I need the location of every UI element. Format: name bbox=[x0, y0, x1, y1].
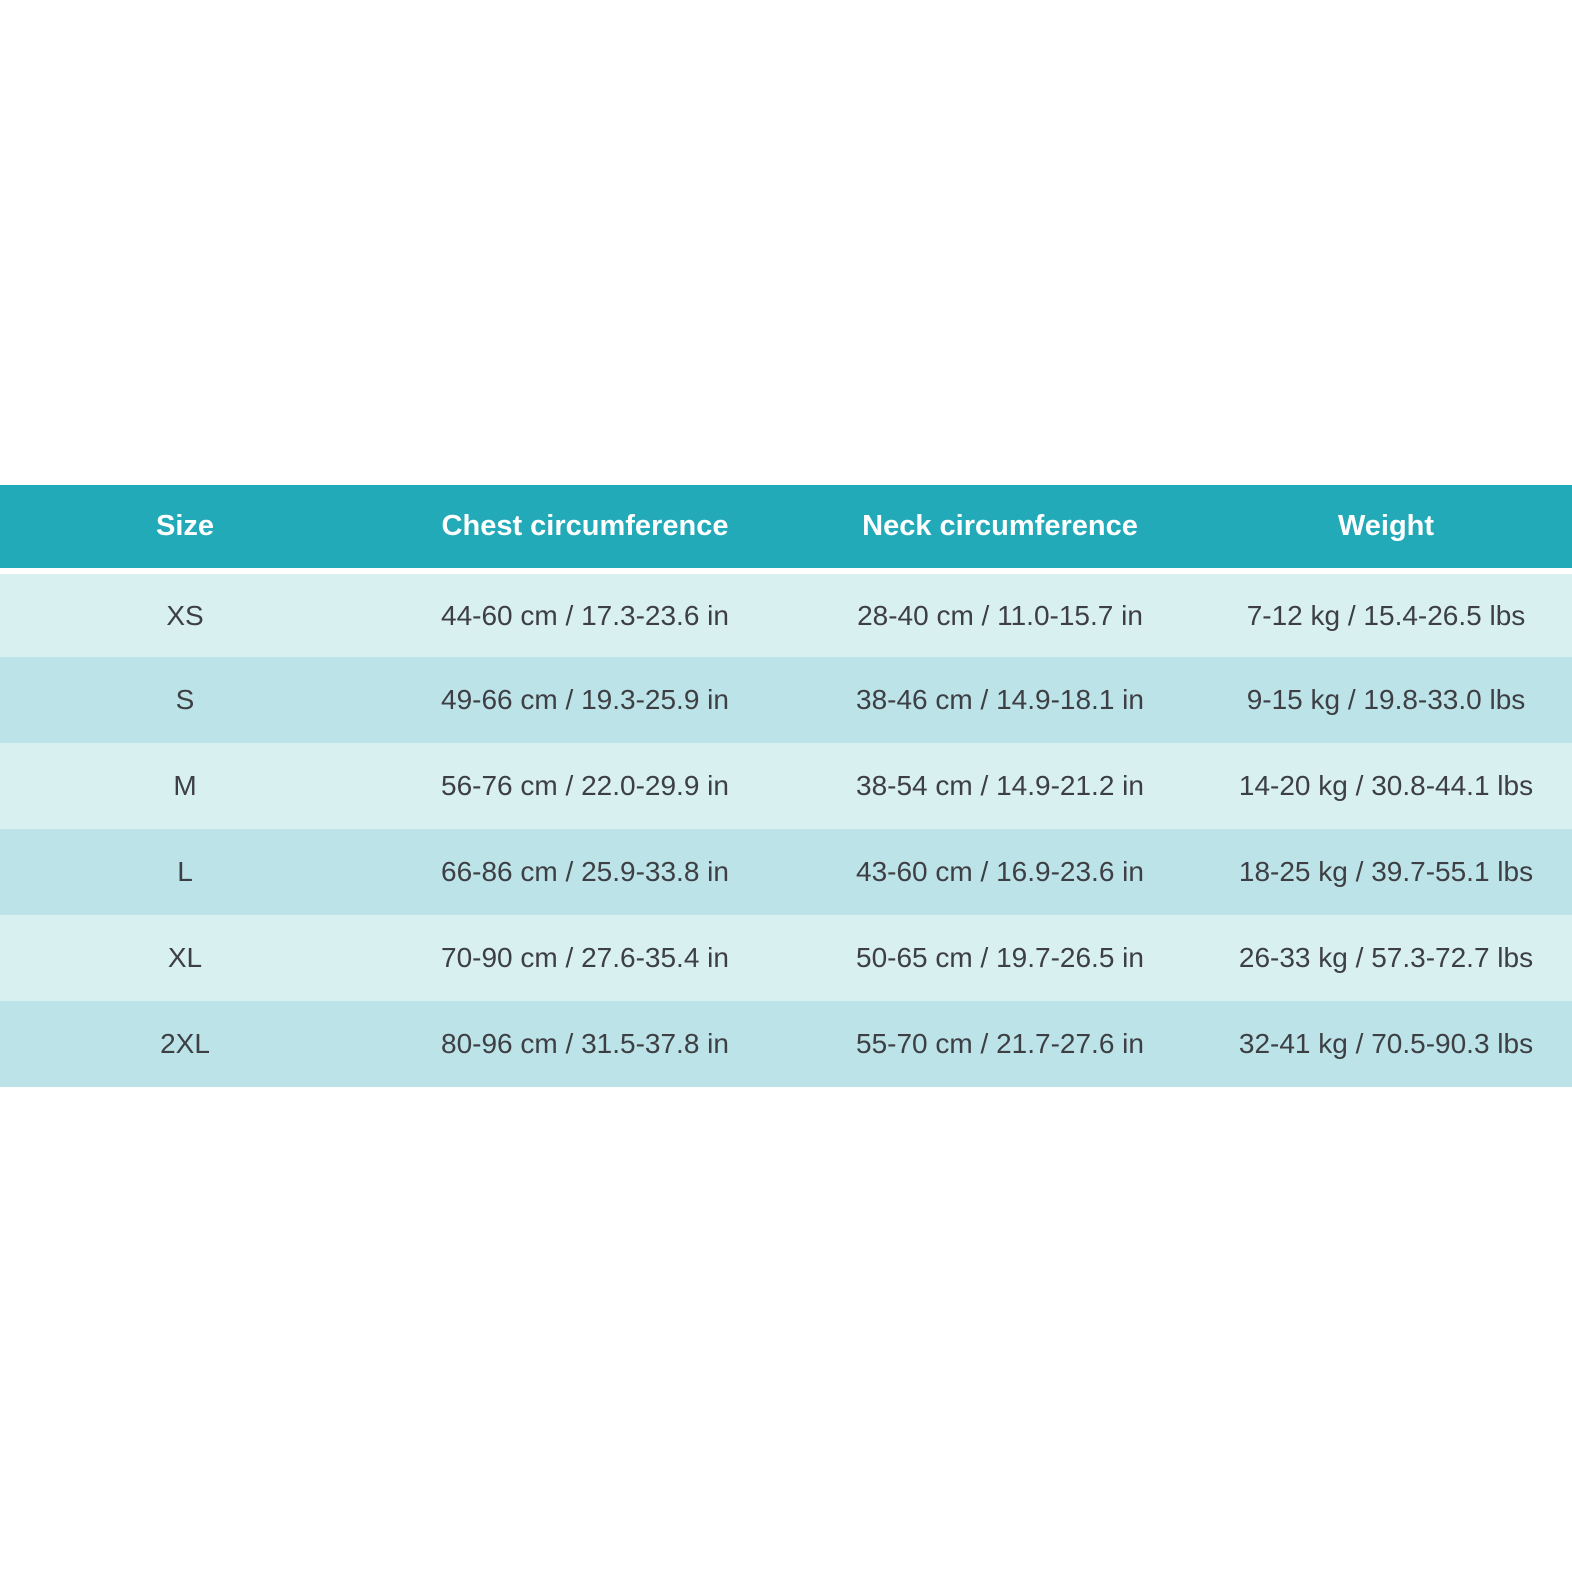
cell-weight: 14-20 kg / 30.8-44.1 lbs bbox=[1238, 770, 1534, 801]
cell-neck: 50-65 cm / 19.7-26.5 in bbox=[856, 942, 1144, 973]
table-row-s bbox=[0, 657, 1572, 743]
cell-chest: 56-76 cm / 22.0-29.9 in bbox=[441, 770, 729, 801]
cell-size: M bbox=[173, 770, 197, 801]
header-size: Size bbox=[0, 485, 370, 571]
cell-size: 2XL bbox=[160, 1028, 210, 1059]
cell-chest: 44-60 cm / 17.3-23.6 in bbox=[441, 599, 729, 631]
table-row-2xl bbox=[0, 1001, 1572, 1087]
header-neck: Neck circumference bbox=[800, 485, 1200, 571]
header-row bbox=[0, 485, 1572, 571]
header-chest: Chest circumference bbox=[370, 485, 800, 571]
cell-chest: 80-96 cm / 31.5-37.8 in bbox=[441, 1028, 729, 1059]
cell-weight: 18-25 kg / 39.7-55.1 lbs bbox=[1238, 856, 1534, 887]
size-chart-table bbox=[0, 485, 1572, 1087]
cell-neck: 43-60 cm / 16.9-23.6 in bbox=[856, 856, 1144, 887]
table-body bbox=[0, 571, 1572, 1087]
table-header bbox=[0, 485, 1572, 571]
cell-neck: 38-54 cm / 14.9-21.2 in bbox=[856, 770, 1144, 801]
cell-weight: 32-41 kg / 70.5-90.3 lbs bbox=[1238, 1028, 1534, 1059]
cell-size: XS bbox=[166, 599, 204, 631]
cell-weight: 9-15 kg / 19.8-33.0 lbs bbox=[1246, 684, 1526, 715]
table-row-l bbox=[0, 829, 1572, 915]
cell-size: S bbox=[175, 684, 195, 715]
table-row-xl bbox=[0, 915, 1572, 1001]
table-row-xs bbox=[0, 571, 1572, 657]
cell-weight: 7-12 kg / 15.4-26.5 lbs bbox=[1246, 599, 1526, 631]
cell-chest: 70-90 cm / 27.6-35.4 in bbox=[441, 942, 729, 973]
cell-size: L bbox=[177, 856, 193, 887]
table-row-m bbox=[0, 743, 1572, 829]
cell-neck: 38-46 cm / 14.9-18.1 in bbox=[856, 684, 1144, 715]
cell-chest: 66-86 cm / 25.9-33.8 in bbox=[441, 856, 729, 887]
header-weight: Weight bbox=[1200, 485, 1572, 571]
cell-neck: 55-70 cm / 21.7-27.6 in bbox=[856, 1028, 1144, 1059]
cell-weight: 26-33 kg / 57.3-72.7 lbs bbox=[1238, 942, 1534, 973]
cell-chest: 49-66 cm / 19.3-25.9 in bbox=[441, 684, 729, 715]
cell-size: XL bbox=[167, 942, 203, 973]
cell-neck: 28-40 cm / 11.0-15.7 in bbox=[857, 599, 1143, 631]
